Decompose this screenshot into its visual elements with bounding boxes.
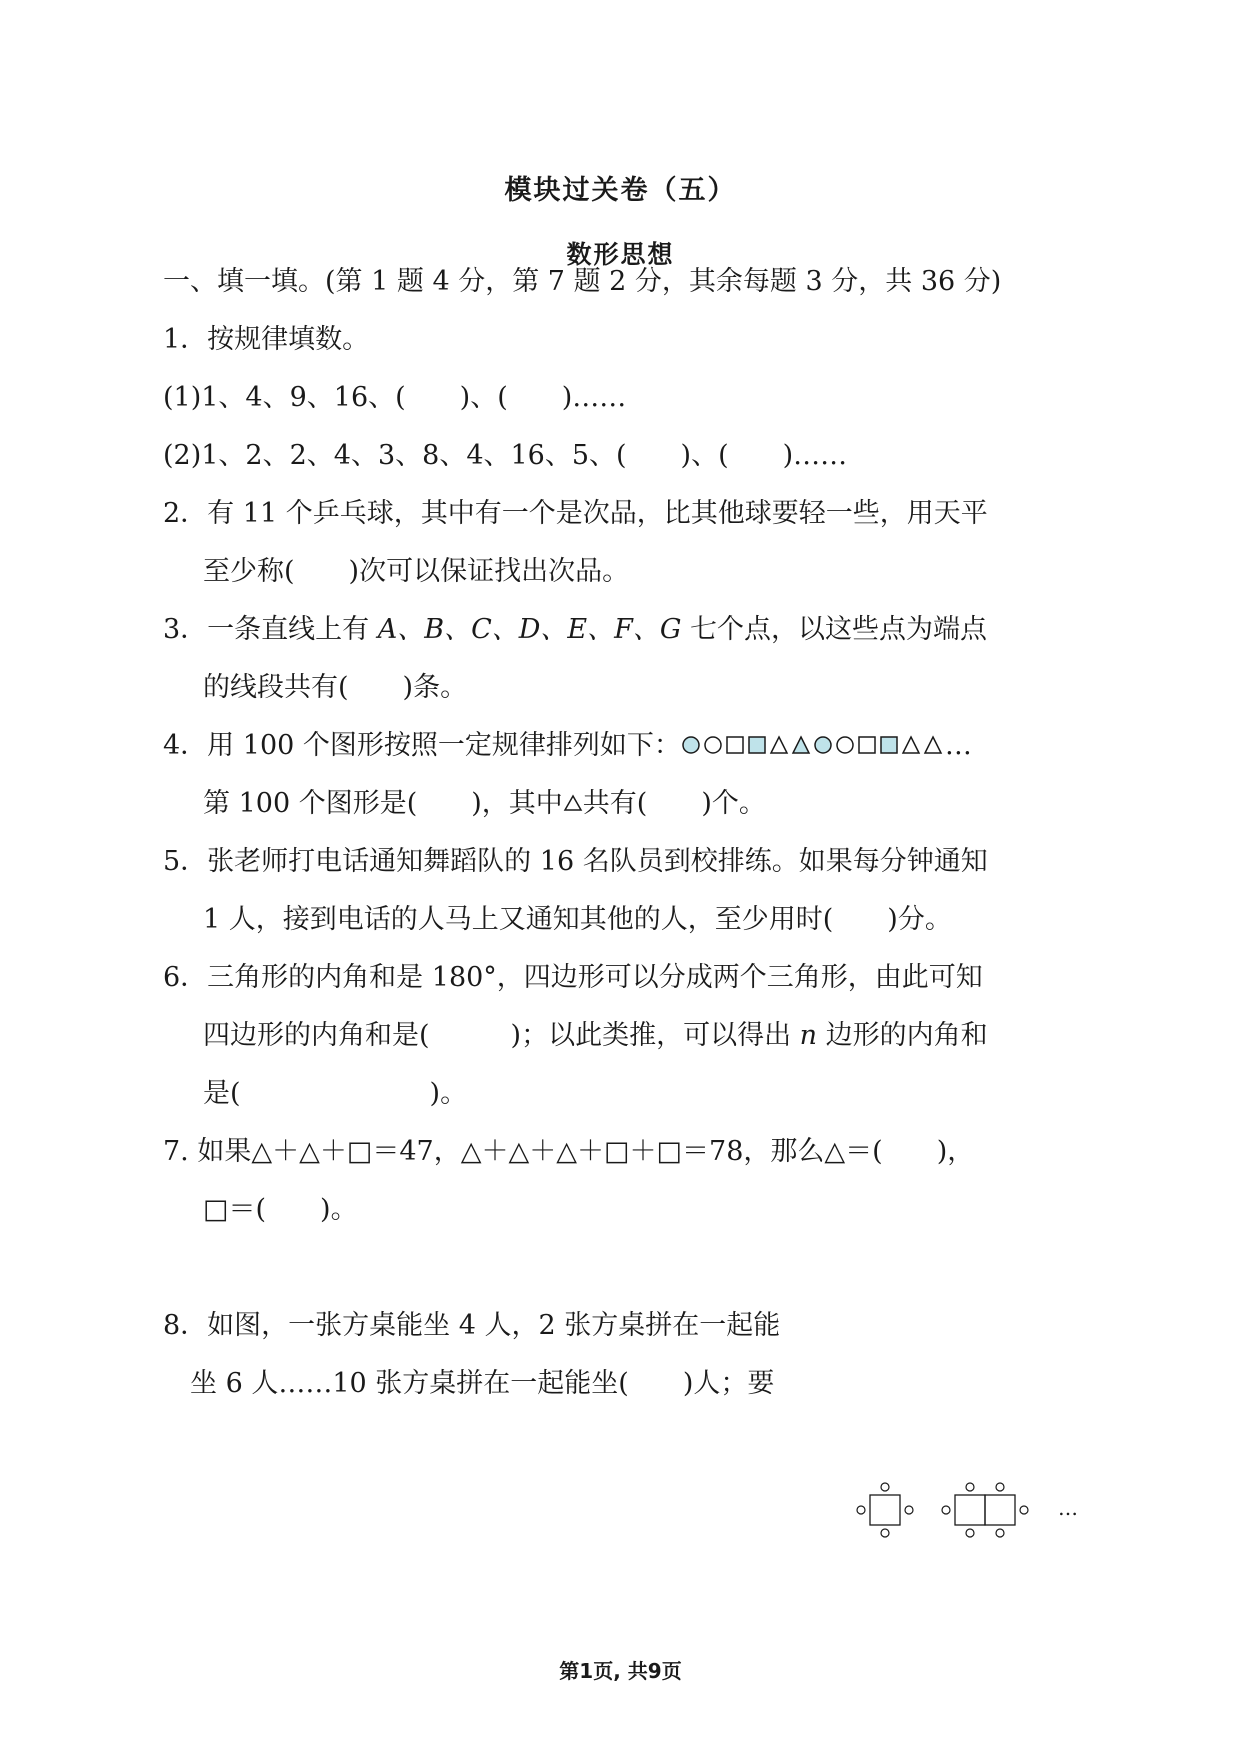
question-8-line-2: 坐 6 人……10 张方桌拼在一起能坐( )人；要 [190,1368,775,1399]
two-table-diagram [942,1483,1028,1537]
one-table-diagram [857,1483,913,1537]
square-icon [747,734,767,756]
square-icon [879,734,899,756]
circle-icon [813,734,833,756]
circle-icon [835,734,855,756]
question-5-line-1: 5．张老师打电话通知舞蹈队的 16 名队员到校排练。如果每分钟通知 [163,846,988,877]
question-6-line-2 [203,1019,988,1053]
table-seating-figure [840,1465,1100,1555]
question-1: 1．按规律填数。 [163,324,370,355]
question-7-line-1: 7. 如果△＋△＋□＝47，△＋△＋△＋□＋□＝78，那么△＝( )， [163,1136,975,1167]
triangle-icon [791,734,811,756]
question-6-variable: n [799,1020,818,1051]
question-3-text-b: 七个点，以这些点为端点 [681,614,988,645]
question-4-text-a: 第 100 个图形是( )，其中 [203,788,563,819]
triangle-icon [563,793,583,813]
question-8-line-1: 8．如图，一张方桌能坐 4 人，2 张方桌拼在一起能 [163,1310,781,1341]
question-1-part-2: (2)1、2、2、4、3、8、4、16、5、( )、( )…… [163,440,848,471]
question-7-line-2: □＝( )。 [203,1194,358,1225]
circle-icon [703,734,723,756]
question-4-text: 4．用 100 个图形按照一定规律排列如下： [163,730,681,761]
page-subtitle: 数形思想 [566,240,675,269]
question-3-line-2: 的线段共有( )条。 [203,672,468,703]
triangle-icon [901,734,921,756]
question-2-line-2: 至少称( )次可以保证找出次品。 [203,556,630,587]
question-5-line-2: 1 人，接到电话的人马上又通知其他的人，至少用时( )分。 [203,904,952,935]
question-4-line-2 [203,787,766,821]
page-number: 第1页, 共9页 [559,1659,682,1683]
question-6-line-1: 6．三角形的内角和是 180°，四边形可以分成两个三角形，由此可知 [163,962,983,993]
question-3-line-1 [163,613,987,647]
page-title: 模块过关卷（五） [504,175,737,206]
question-2-line-1: 2．有 11 个乒乓球，其中有一个是次品，比其他球要轻一些，用天平 [163,498,988,529]
square-icon [857,734,877,756]
section-heading: 一、填一填。(第 1 题 4 分，第 7 题 2 分，其余每题 3 分，共 36 分) [163,266,1002,297]
shape-sequence [681,729,945,763]
triangle-icon [923,734,943,756]
figure-ellipsis: … [1058,1496,1078,1520]
question-6-line-3: 是( )。 [203,1078,468,1109]
question-3-text-a: 3．一条直线上有 [163,614,378,645]
question-6-text-b: 边形的内角和 [817,1020,988,1051]
square-icon [725,734,745,756]
question-6-text-a: 四边形的内角和是( )；以此类推，可以得出 [203,1020,800,1051]
question-1-part-1: (1)1、4、9、16、( )、( )…… [163,382,627,413]
question-3-points: A、B、C、D、E、F、G [377,614,682,645]
question-4-line-1 [163,729,972,763]
triangle-icon [769,734,789,756]
question-4-text-b: 共有( )个。 [582,788,766,819]
question-4-ellipsis: … [944,730,972,761]
circle-icon [681,734,701,756]
